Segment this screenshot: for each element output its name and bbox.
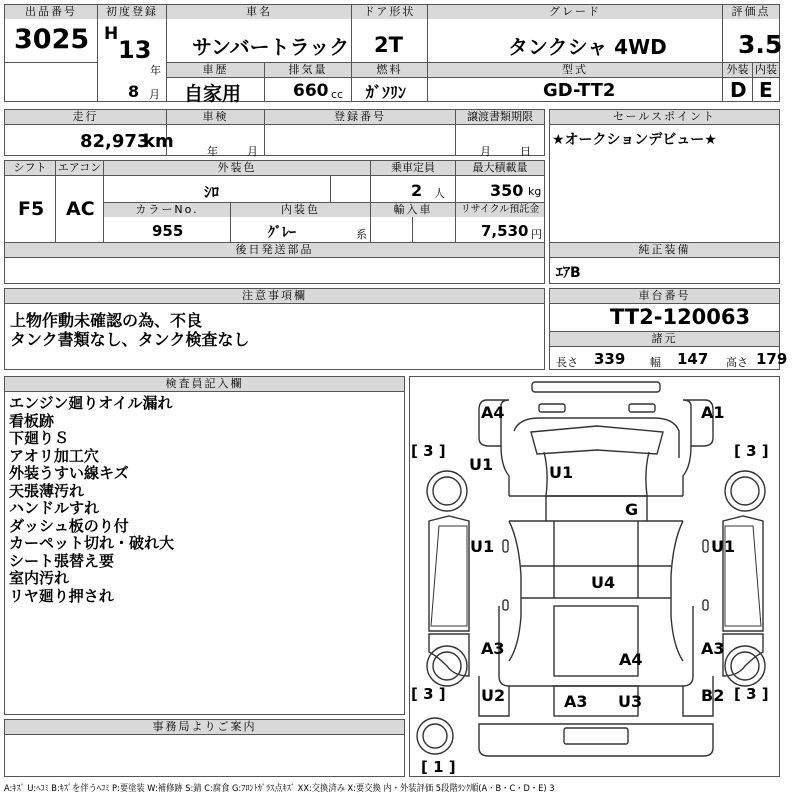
office-label: 事務局よりご案内 bbox=[5, 720, 404, 734]
mark-a1-front-right: A1 bbox=[701, 403, 725, 422]
import-label: 輸入車 bbox=[371, 203, 455, 217]
int-color-suffix: 系 bbox=[356, 228, 367, 241]
inspector-note: ハンドルすれ bbox=[9, 499, 100, 517]
mark-a3-right: A3 bbox=[701, 639, 725, 658]
transfer-label: 譲渡書類期限 bbox=[456, 110, 544, 124]
max-load: 350 bbox=[490, 181, 524, 200]
width: 147 bbox=[677, 350, 709, 368]
rear-bumper-outline bbox=[479, 724, 713, 756]
front-right-wheel bbox=[731, 477, 759, 505]
tire-mark-front-left: [ 3 ] bbox=[411, 442, 446, 460]
ext-score: D bbox=[730, 78, 747, 102]
recycle-unit: 円 bbox=[531, 228, 542, 241]
length-label: 長さ bbox=[556, 356, 578, 369]
mark-u3-rear: U3 bbox=[618, 692, 643, 711]
front-grille-shape bbox=[532, 382, 660, 392]
sales-point: ★オークションデビュー★ bbox=[552, 132, 717, 148]
inspection-year: 年 bbox=[207, 145, 218, 158]
mark-a3-left: A3 bbox=[481, 639, 505, 658]
transfer-month: 月 bbox=[480, 145, 491, 158]
recycle-fee: 7,530 bbox=[481, 222, 529, 240]
reg-era: H bbox=[104, 24, 119, 44]
ext-color-label: 外装色 bbox=[104, 161, 370, 175]
fuel: ｶﾞｿﾘﾝ bbox=[366, 83, 407, 102]
tire-mark-rear-right: [ 3 ] bbox=[734, 685, 769, 703]
lot-no-label: 出品番号 bbox=[5, 5, 97, 19]
reg-year: 13 bbox=[118, 36, 152, 64]
notice-line-1: 上物作動未確認の為、不良 bbox=[10, 311, 203, 330]
chassis-label: 車台番号 bbox=[550, 289, 779, 303]
license-plate-shape bbox=[564, 728, 628, 744]
inspector-note: カーペット切れ・破れ大 bbox=[9, 534, 175, 552]
genuine-equip: ｴｱB bbox=[556, 265, 581, 281]
mark-u1-center-top: U1 bbox=[549, 463, 574, 482]
mark-u4-center: U4 bbox=[591, 573, 616, 592]
model-label: 型式 bbox=[428, 63, 722, 77]
door-type: 2T bbox=[374, 33, 403, 57]
front-panel-shape bbox=[539, 404, 565, 412]
inspector-note: 下廻りＳ bbox=[9, 429, 70, 447]
color-no-label: カラーNo. bbox=[104, 203, 230, 217]
sales-point-label: セールスポイント bbox=[550, 110, 779, 124]
mark-u1-left-top: U1 bbox=[469, 455, 494, 474]
mark-u1-left-mid: U1 bbox=[470, 537, 495, 556]
spec-label: 諸元 bbox=[550, 332, 779, 346]
tire-mark-spare: [ 1 ] bbox=[421, 758, 456, 776]
height-label: 高さ bbox=[726, 356, 748, 369]
max-load-unit: kg bbox=[528, 185, 542, 198]
left-door-handle bbox=[503, 600, 508, 610]
cargo-bed-outline bbox=[499, 606, 693, 686]
first-reg-label: 初度登録 bbox=[98, 5, 166, 19]
shift-label: シフト bbox=[5, 161, 55, 175]
int-color: ｸﾞﾚｰ bbox=[268, 225, 296, 241]
inspector-label: 検査員記入欄 bbox=[5, 377, 404, 391]
max-load-label: 最大積載量 bbox=[456, 161, 544, 175]
right-door-handle bbox=[703, 540, 708, 552]
front-panel-shape bbox=[629, 404, 655, 412]
ac: AC bbox=[66, 198, 95, 220]
mark-a4-front-left: A4 bbox=[481, 403, 505, 422]
notice-line-2: タンク書類なし、タンク検査なし bbox=[10, 330, 250, 349]
int-color-label: 内装色 bbox=[231, 203, 370, 217]
door-label: ドア形状 bbox=[352, 5, 427, 19]
transfer-day: 日 bbox=[520, 145, 531, 158]
inspection-label: 車検 bbox=[167, 110, 264, 124]
inspector-note: リヤ廻り押され bbox=[9, 586, 114, 605]
shift: F5 bbox=[18, 198, 45, 220]
ext-score-label: 外装 bbox=[723, 63, 752, 77]
capacity-label: 乗車定員 bbox=[371, 161, 455, 175]
displacement: 660 bbox=[293, 81, 329, 101]
ac-label: エアコン bbox=[57, 161, 102, 174]
color-no: 955 bbox=[152, 222, 184, 240]
lot-no: 3025 bbox=[14, 24, 90, 55]
inspector-note: 外装うすい線キズ bbox=[9, 464, 129, 482]
left-door-handle bbox=[503, 540, 508, 552]
chassis-number: TT2-120063 bbox=[610, 305, 751, 329]
vehicle-diagram bbox=[409, 376, 780, 777]
inspector-notes bbox=[9, 395, 174, 605]
later-parts-label: 後日発送部品 bbox=[5, 243, 544, 257]
fuel-label: 燃料 bbox=[352, 63, 427, 77]
genuine-equip-label: 純正装備 bbox=[550, 243, 779, 257]
inspector-note: シート張替え要 bbox=[9, 551, 115, 570]
right-door-handle bbox=[703, 600, 708, 610]
car-name-label: 車名 bbox=[167, 5, 351, 19]
ext-color: ｼﾛ bbox=[204, 183, 220, 201]
inspector-note: ダッシュ板のり付 bbox=[9, 516, 129, 535]
reg-year-unit: 年 bbox=[150, 64, 161, 77]
inspector-note: アオリ加工穴 bbox=[9, 446, 99, 465]
grade: タンクシャ 4WD bbox=[508, 35, 667, 59]
model: GD-TT2 bbox=[543, 80, 616, 101]
left-door-outline bbox=[431, 526, 467, 626]
displacement-unit: cc bbox=[331, 88, 344, 101]
inspector-note: 天張薄汚れ bbox=[9, 481, 85, 500]
reg-month: 8 bbox=[128, 82, 140, 101]
width-label: 幅 bbox=[650, 356, 661, 369]
score: 3.5 bbox=[738, 30, 783, 59]
int-score-label: 内装 bbox=[755, 63, 777, 76]
history: 自家用 bbox=[184, 83, 242, 105]
mark-g-right: G bbox=[625, 500, 639, 519]
mileage: 82,973 bbox=[80, 131, 150, 152]
spare-tire bbox=[423, 724, 447, 748]
inspector-note: 室内汚れ bbox=[9, 569, 70, 587]
mark-a3-rear: A3 bbox=[564, 692, 588, 711]
reg-month-unit: 月 bbox=[149, 88, 160, 101]
capacity: 2 bbox=[411, 181, 423, 200]
tire-mark-front-right: [ 3 ] bbox=[734, 442, 769, 460]
notice-label: 注意事項欄 bbox=[5, 289, 544, 303]
mark-b2-rear-right: B2 bbox=[701, 686, 725, 705]
car-name: サンバートラック bbox=[192, 35, 350, 59]
history-label: 車歴 bbox=[167, 63, 264, 77]
roof-outline bbox=[671, 521, 683, 661]
mileage-unit: km bbox=[143, 131, 174, 152]
tire-mark-rear-left: [ 3 ] bbox=[411, 685, 446, 703]
mileage-label: 走行 bbox=[5, 110, 166, 124]
inspector-note: エンジン廻りオイル漏れ bbox=[9, 394, 173, 412]
windshield-shape bbox=[531, 426, 663, 454]
height: 179 bbox=[756, 350, 788, 368]
capacity-unit: 人 bbox=[434, 187, 445, 200]
reg-no-label: 登録番号 bbox=[265, 110, 455, 124]
legend: A:ｷｽﾞ U:ﾍｺﾐ B:ｷｽﾞを伴うﾍｺﾐ P:要塗装 W:補修跡 S:錆 C:腐食 G:ﾌﾛﾝﾄｶﾞﾗｽ点ｷｽﾞ XX:交換済み X:要交換 内・外装評価 5段階ﾗﾝｸ順(A・B・C・D・E) 3 bbox=[4, 784, 555, 794]
length: 339 bbox=[594, 350, 626, 368]
front-left-wheel bbox=[433, 477, 461, 505]
cab-outline bbox=[501, 446, 691, 496]
score-label: 評価点 bbox=[723, 5, 779, 19]
recycle-label: リサイクル預託金 bbox=[456, 203, 544, 217]
mark-u2-rear-left: U2 bbox=[481, 686, 506, 705]
inspector-note: 看板跡 bbox=[9, 411, 55, 430]
grade-label: グレード bbox=[428, 5, 722, 19]
mark-u1-right-mid: U1 bbox=[711, 537, 736, 556]
inspection-month: 月 bbox=[247, 145, 258, 158]
roof-outline bbox=[509, 521, 521, 661]
mark-a4-bed: A4 bbox=[619, 650, 643, 669]
displacement-label: 排気量 bbox=[265, 63, 351, 77]
int-score: E bbox=[759, 78, 773, 102]
cab-outline bbox=[514, 418, 679, 458]
